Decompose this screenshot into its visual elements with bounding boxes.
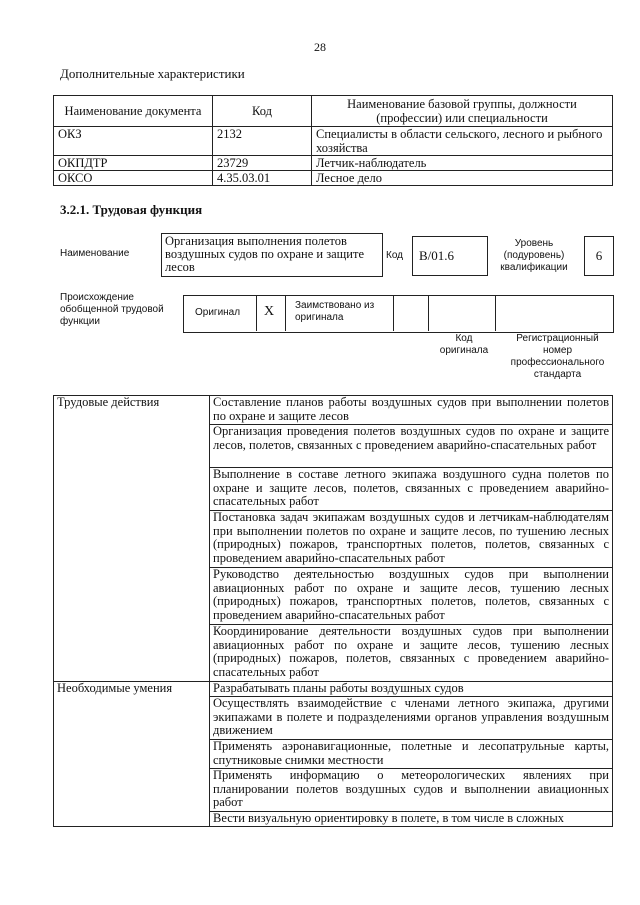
name-label: Наименование <box>60 248 130 259</box>
labor-actions-label: Трудовые действия <box>54 396 210 682</box>
original-label: Оригинал <box>195 307 241 318</box>
original-mark: X <box>264 304 275 319</box>
page-number: 28 <box>314 40 326 54</box>
table-row <box>54 156 613 171</box>
divider <box>495 295 496 331</box>
code-caption: Код оригинала <box>439 333 489 356</box>
table-row <box>54 127 613 156</box>
skill-item: Разрабатывать планы работы воздушных судов <box>210 682 613 697</box>
table-cell: Специалисты в области сельского, лесного и рыбного хозяйства <box>312 127 613 156</box>
labor-action-item: Координирование деятельности воздушных судов при выполнении авиационных работ по охране и защите лесов, тушению лесных (природных) пожаров, полетов, связанных с проведением аварийно-спасательных работ <box>210 625 613 682</box>
column-header: Наименование документа <box>54 96 213 127</box>
origin-label: Происхождение обобщенной трудовой функции <box>60 292 164 327</box>
code-label: Код <box>386 250 404 261</box>
document-codes-table <box>53 95 613 186</box>
divider <box>285 295 286 331</box>
labor-action-item: Руководство деятельностью воздушных судов при выполнении авиационных работ по охране и защите лесов, тушению лесных (природных) пожаров, транспортных полетов, полетов, связанных с проведением аварийно-спасательных работ <box>210 568 613 625</box>
labor-action-item: Составление планов работы воздушных судов при выполнении полетов по охране и защите лесов <box>210 396 613 425</box>
table-cell: ОКПДТР <box>54 156 213 171</box>
labor-action-item: Организация проведения полетов воздушных судов по охране и защите лесов, полетов, связанных с проведением аварийно-спасательных работ <box>210 425 613 468</box>
table-cell: 4.35.03.01 <box>213 171 312 186</box>
table-cell: Летчик-наблюдатель <box>312 156 613 171</box>
table-row <box>54 396 613 425</box>
divider <box>428 295 429 331</box>
column-header: Код <box>213 96 312 127</box>
skill-item: Осуществлять взаимодействие с членами летного экипажа, другими экипажами в полете и подразделениями органов управления воздушным движением <box>210 697 613 740</box>
section-title: 3.2.1. Трудовая функция <box>60 202 203 217</box>
labor-action-item: Выполнение в составе летного экипажа воздушного судна полетов по охране и защите лесов, полетов, связанных с проведением аварийно-спасательных работ <box>210 468 613 511</box>
divider <box>256 295 257 331</box>
skill-item: Вести визуальную ориентировку в полете, в том числе в сложных <box>210 812 613 827</box>
table-row <box>54 682 613 697</box>
skill-item: Применять аэронавигационные, полетные и лесопатрульные карты, спутниковые снимки местности <box>210 740 613 769</box>
function-name-value: Организация выполнения полетов воздушных судов по охране и защите лесов <box>161 233 383 277</box>
function-code-value: B/01.6 <box>412 236 488 276</box>
labor-action-item: Постановка задач экипажам воздушных судов и летчикам-наблюдателям при выполнении полетов по охране и защите лесов, по тушению лесных (природных) пожаров, транспортных полетов, полетов, связанных с проведением аварийно-спасательных работ <box>210 511 613 568</box>
borrowed-label: Заимствовано из оригинала <box>295 300 375 323</box>
table-row <box>54 171 613 186</box>
table-header-row <box>54 96 613 127</box>
skill-item: Применять информацию о метеорологических явлениях при планировании полетов воздушных судов и выполнении авиационных работ <box>210 769 613 812</box>
divider <box>393 295 394 331</box>
qualification-level-value: 6 <box>584 236 614 276</box>
registration-caption: Регистрационный номер профессионального стандарта <box>510 333 605 380</box>
additional-characteristics-title: Дополнительные характеристики <box>60 66 245 81</box>
column-header: Наименование базовой группы, должности (профессии) или специальности <box>312 96 613 127</box>
skills-label: Необходимые умения <box>54 682 210 827</box>
table-cell: 23729 <box>213 156 312 171</box>
table-cell: 2132 <box>213 127 312 156</box>
table-cell: Лесное дело <box>312 171 613 186</box>
qualification-level-label: Уровень (подуровень) квалификации <box>500 238 568 273</box>
table-cell: ОКСО <box>54 171 213 186</box>
table-cell: ОКЗ <box>54 127 213 156</box>
origin-box <box>183 295 614 333</box>
labor-function-table <box>53 395 613 827</box>
